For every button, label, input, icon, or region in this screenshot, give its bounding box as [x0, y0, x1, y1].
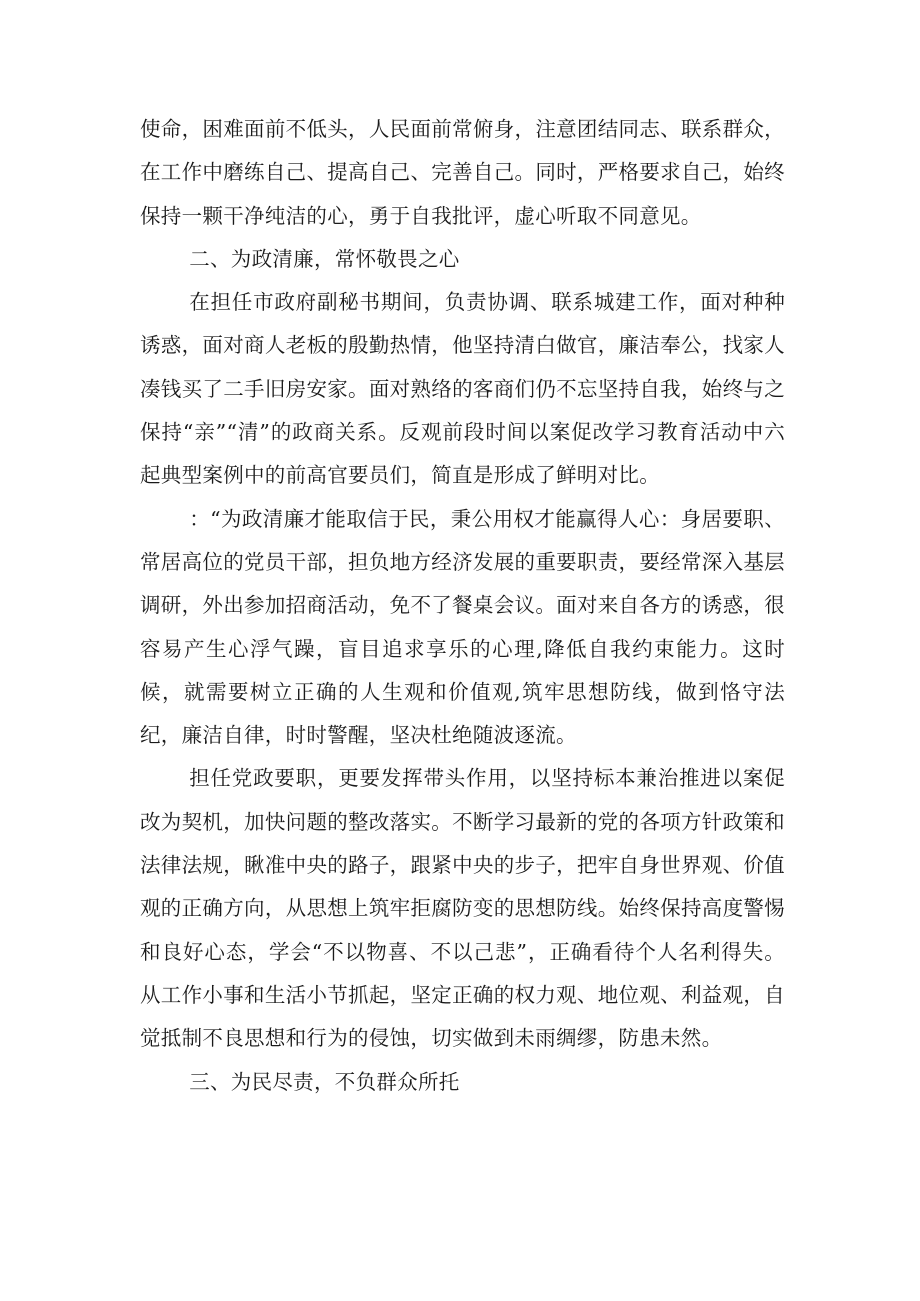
- paragraph-deputy-secretary: 在担任市政府副秘书期间，负责协调、联系城建工作，面对种种诱惑，面对商人老板的殷勤热情，他坚持清白做官，廉洁奉公，找家人凑钱买了二手旧房安家。面对熟络的客商们仍不忘坚持自我，始终与之保持“亲”“清”的政商关系。反观前段时间以案促改学习教育活动中六起典型案例中的前高官要员们，简直是形成了鲜明对比。: [140, 290, 785, 488]
- document-body: [140, 108, 785, 1104]
- section-heading-three: 三、为民尽责，不负群众所托: [189, 1069, 460, 1094]
- section-heading-two: 二、为政清廉，常怀敬畏之心: [189, 246, 460, 271]
- paragraph-integrity: ：“为政清廉才能取信于民，秉公用权才能赢得人心：身居要职、常居高位的党员干部，担负地方经济发展的重要职责，要经常深入基层调研，外出参加招商活动，免不了餐桌会议。面对来自各方的诱惑，很容易产生心浮气躁，盲目追求享乐的心理,降低自我约束能力。这时候，就需要树立正确的人生观和价值观,筑牢思想防线，做到恪守法纪，廉洁自律，时时警醒，坚决杜绝随波逐流。: [140, 506, 785, 748]
- paragraph-continuation: 使命，困难面前不低头，人民面前常俯身，注意团结同志、联系群众，在工作中磨练自己、提高自己、完善自己。同时，严格要求自己，始终保持一颗干净纯洁的心，勇于自我批评，虚心听取不同意见。: [140, 117, 785, 228]
- paragraph-leadership: 担任党政要职，更要发挥带头作用，以坚持标本兼治推进以案促改为契机，加快问题的整改落实。不断学习最新的党的各项方针政策和法律法规，瞅准中央的路子，跟紧中央的步子，把牢自身世界观、价值观的正确方向，从思想上筑牢拒腐防变的思想防线。始终保持高度警惕和良好心态，学会“不以物喜、不以己悲”，正确看待个人名利得失。从工作小事和生活小节抓起，坚定正确的权力观、地位观、利益观，自觉抵制不良思想和行为的侵蚀，切实做到未雨绸缪，防患未然。: [140, 766, 785, 1051]
